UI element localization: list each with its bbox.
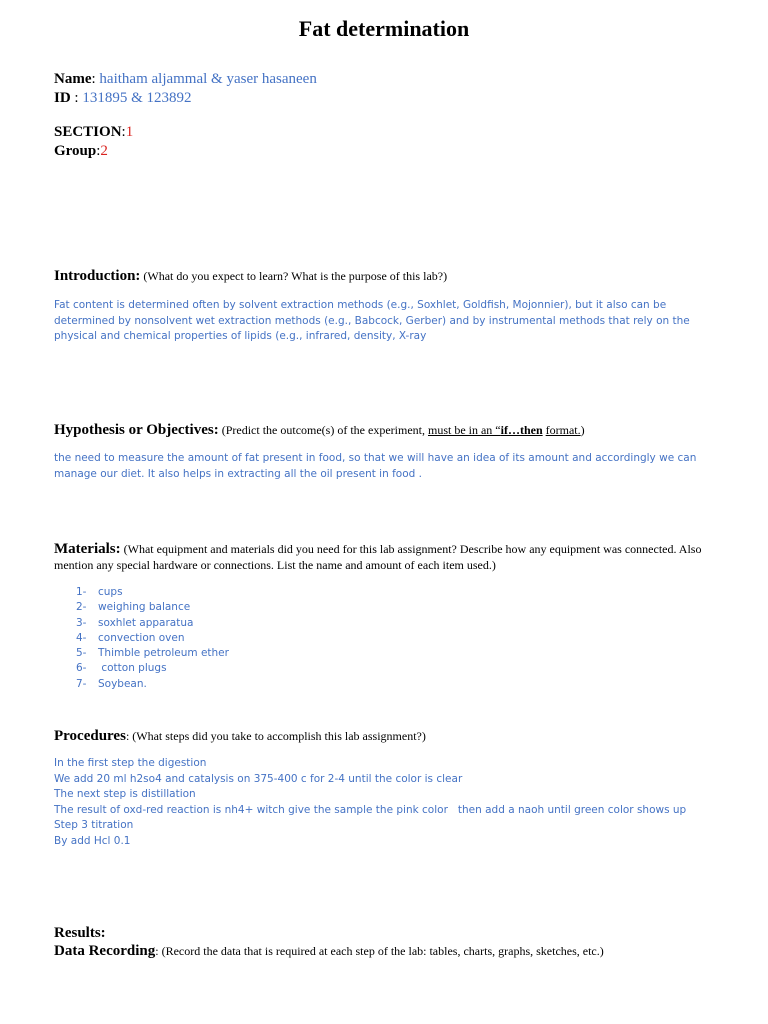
hypothesis-heading: Hypothesis or Objectives: <box>54 422 219 438</box>
name-line: Name: haitham aljammal & yaser hasaneen <box>54 71 317 87</box>
hypothesis-heading-line <box>54 422 585 438</box>
group-label: Group <box>54 143 97 159</box>
hypothesis-prompt-start: (Predict the outcome(s) of the experiment, <box>221 423 428 437</box>
hypothesis-body: the need to measure the amount of fat present in food, so that we will have an idea of its amount and accordingly we can manage our diet. It also helps in extracting all the oil present in food . <box>54 452 697 480</box>
hypothesis-prompt-must: must be in an “ <box>427 423 501 437</box>
list-item: 3- soxhlet apparatua <box>76 616 194 629</box>
name-label: Name <box>54 71 92 87</box>
id-label: ID <box>54 90 71 106</box>
materials-list <box>76 585 229 692</box>
introduction-heading: Introduction: <box>54 268 141 284</box>
hypothesis-prompt-ifthen: if…then <box>500 423 543 437</box>
list-item: 5- Thimble petroleum ether <box>76 647 229 660</box>
introduction-heading-line <box>54 268 447 284</box>
group-line: Group:2 <box>54 143 108 159</box>
hypothesis-prompt-end: ) <box>580 423 585 437</box>
procedure-line: The result of oxd-red reaction is nh4+ witch give the sample the pink color then add a naoh until green color shows up <box>54 803 687 816</box>
materials-prompt: (What equipment and materials did you need for this lab assignment? Describe how any equipment was connected. Also mention any special hardware or connections. List the name and amount of each item used.) <box>54 542 702 572</box>
results-heading: Results: <box>54 925 106 941</box>
procedures-heading: Procedures <box>54 728 126 744</box>
section-value: 1 <box>125 124 134 140</box>
introduction-prompt: (What do you expect to learn? What is the purpose of this lab?) <box>143 269 448 283</box>
name-value: haitham aljammal & yaser hasaneen <box>99 71 317 87</box>
procedure-line: The next step is distillation <box>54 788 196 800</box>
list-item: 1- cups <box>76 586 123 598</box>
list-item: 7- Soybean. <box>76 677 147 690</box>
id-value: 131895 & 123892 <box>82 90 192 106</box>
materials-heading-line <box>54 541 734 573</box>
page-title: Fat determination <box>298 16 470 41</box>
procedure-line: By add Hcl 0.1 <box>54 834 131 847</box>
list-item: 6- cotton plugs <box>76 662 167 675</box>
id-line: ID : 131895 & 123892 <box>54 90 192 106</box>
introduction-body: Fat content is determined often by solvent extraction methods (e.g., Soxhlet, Goldfish, Mojonnier), but it also can be determined by nonsolvent wet extraction methods (e.g., Babcock, Gerber) and by instrumental methods that rely on the physical and chemical properties of lipids (e.g., infrared, density, X-ray <box>54 299 690 342</box>
procedure-line: Step 3 titration <box>54 819 134 831</box>
procedures-heading-line <box>54 728 426 744</box>
group-value: 2 <box>100 143 108 159</box>
hypothesis-prompt-format: format. <box>545 423 581 437</box>
procedure-line: We add 20 ml h2so4 and catalysis on 375-400 c for 2-4 until the color is clear <box>54 772 463 785</box>
materials-heading: Materials: <box>54 541 121 557</box>
data-recording-heading: Data Recording <box>54 943 156 959</box>
section-line: SECTION:1 <box>54 124 134 140</box>
procedures-prompt: : (What steps did you take to accomplish this lab assignment?) <box>125 729 426 743</box>
data-recording-line <box>54 943 604 959</box>
list-item: 4- convection oven <box>76 631 185 644</box>
section-label: SECTION <box>54 124 122 140</box>
data-recording-prompt: : (Record the data that is required at each step of the lab: tables, charts, graphs, sketches, etc.) <box>155 944 604 958</box>
list-item: 2- weighing balance <box>76 601 191 614</box>
procedures-body <box>54 756 686 849</box>
procedure-line: In the first step the digestion <box>54 757 207 769</box>
